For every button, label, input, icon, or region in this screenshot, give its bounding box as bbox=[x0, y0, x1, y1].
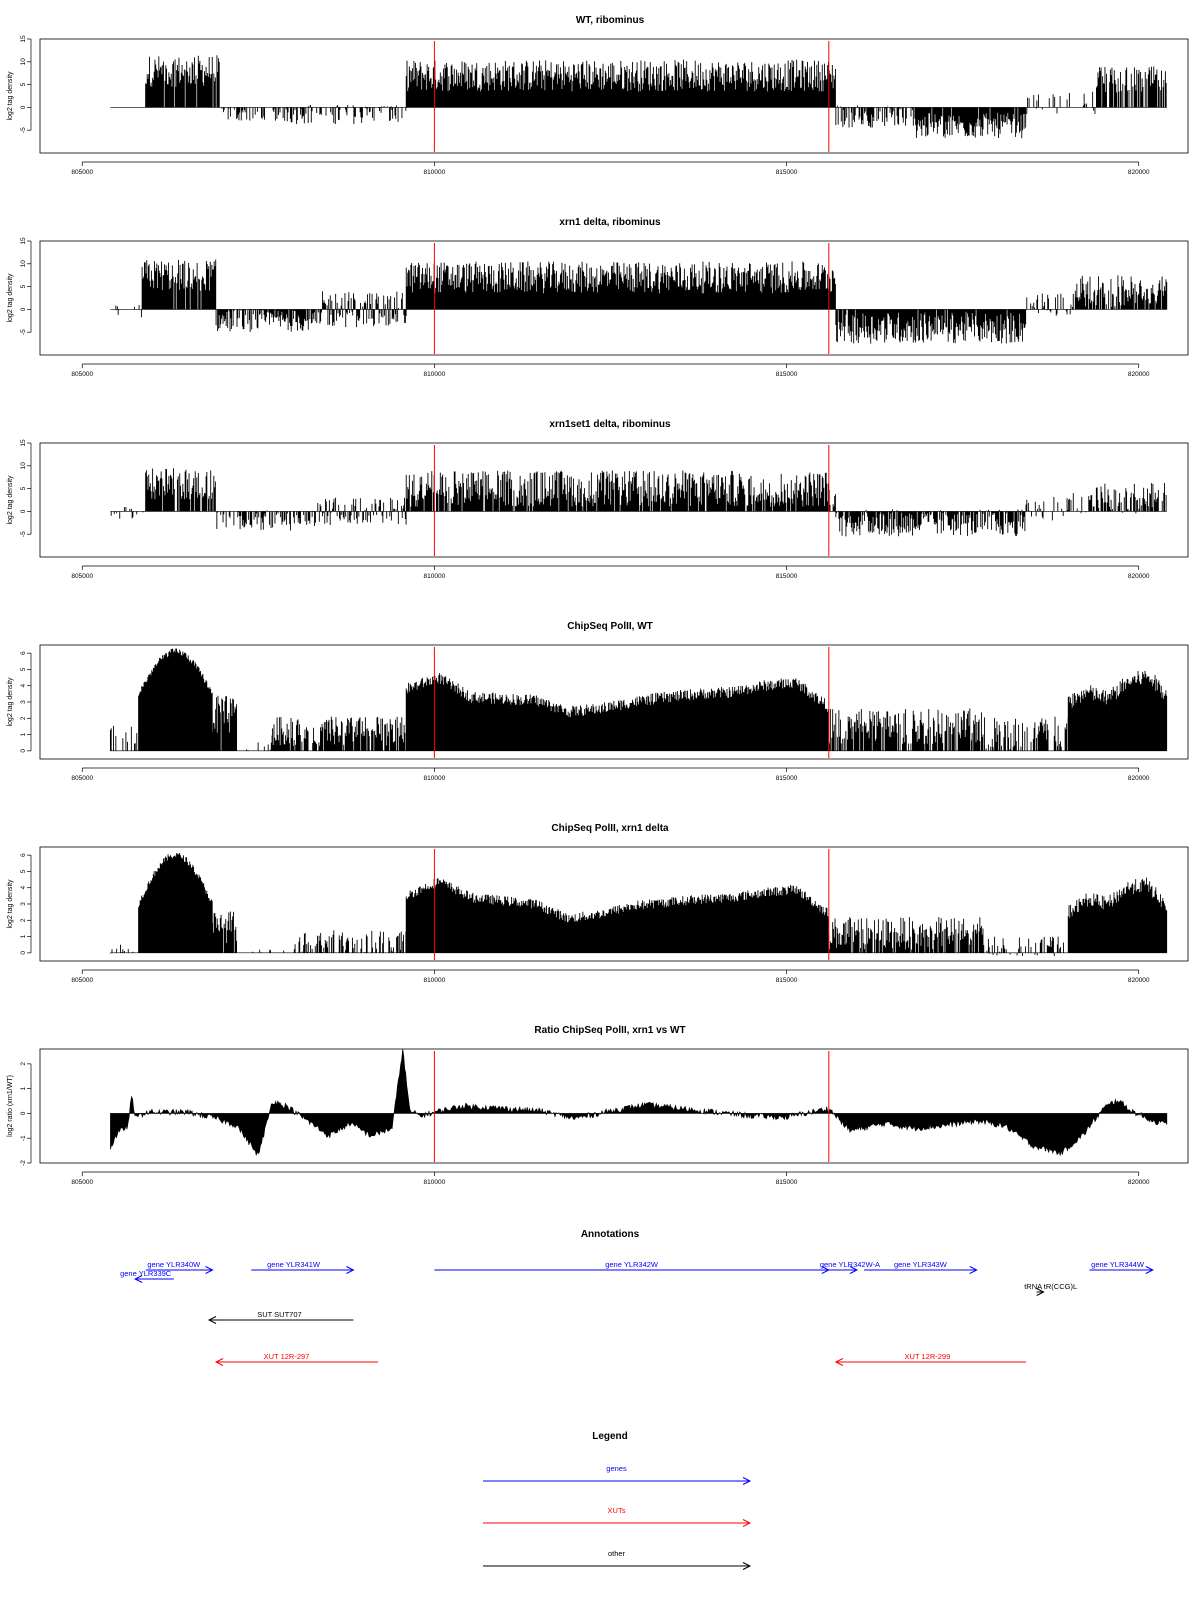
y-tick-label: 4 bbox=[20, 885, 27, 890]
bar-series bbox=[139, 853, 213, 953]
track-panel bbox=[7, 419, 1188, 580]
annotations-title: Annotations bbox=[580, 1229, 640, 1240]
y-tick-label: 2 bbox=[20, 1062, 27, 1066]
x-tick-label: 805000 bbox=[71, 169, 94, 176]
bar-series bbox=[406, 60, 835, 108]
y-tick-label: -5 bbox=[20, 127, 27, 134]
panel-title: ChipSeq PolII, xrn1 delta bbox=[551, 823, 669, 834]
legend-entry-label: genes bbox=[606, 1464, 627, 1473]
x-tick-label: 805000 bbox=[71, 1179, 94, 1186]
x-tick-label: 805000 bbox=[71, 977, 94, 984]
bar-series bbox=[1075, 275, 1166, 309]
ratio-area-series bbox=[110, 1049, 1166, 1156]
y-tick-label: 0 bbox=[20, 951, 27, 955]
y-tick-label: 3 bbox=[20, 700, 27, 704]
y-tick-label: 0 bbox=[20, 509, 28, 514]
bar-series bbox=[1096, 66, 1166, 107]
bar-series bbox=[139, 649, 213, 751]
x-tick-label: 805000 bbox=[71, 573, 94, 580]
bar-series bbox=[1089, 483, 1166, 514]
bar-series bbox=[110, 945, 132, 954]
x-tick-label: 805000 bbox=[71, 371, 94, 378]
bar-series bbox=[1068, 671, 1166, 751]
y-tick-label: 10 bbox=[20, 462, 27, 470]
x-tick-label: 810000 bbox=[423, 573, 446, 580]
track-panel bbox=[7, 621, 1188, 782]
annotation-label: SUT SUT707 bbox=[257, 1310, 302, 1319]
x-tick-label: 810000 bbox=[423, 371, 446, 378]
panel-title: WT, ribominus bbox=[575, 15, 645, 26]
y-tick-label: 10 bbox=[20, 58, 27, 66]
bar-series bbox=[1027, 92, 1095, 114]
y-tick-label: 15 bbox=[20, 237, 27, 245]
legend-entry-arrow bbox=[483, 1478, 750, 1485]
annotation-label: gene YLR340W bbox=[147, 1260, 201, 1269]
x-tick-label: 820000 bbox=[1127, 775, 1150, 782]
bar-series bbox=[247, 735, 273, 750]
x-tick-label: 810000 bbox=[423, 169, 446, 176]
data-marks bbox=[110, 41, 1166, 152]
annotation-label: XUT 12R-297 bbox=[263, 1352, 310, 1361]
x-tick-label: 815000 bbox=[775, 169, 798, 176]
y-tick-label: 2 bbox=[20, 918, 27, 923]
x-tick-label: 820000 bbox=[1127, 371, 1150, 378]
annotations-panel bbox=[120, 1229, 1153, 1366]
annotation-label: gene YLR344W bbox=[1091, 1260, 1144, 1269]
bar-series bbox=[1026, 493, 1089, 520]
y-tick-label: -1 bbox=[20, 1135, 27, 1142]
data-marks bbox=[110, 445, 1166, 556]
panel-title: xrn1set1 delta, ribominus bbox=[549, 419, 671, 430]
y-axis-label: log2 ratio (xrn1/WT) bbox=[7, 1075, 14, 1137]
annotation-label: gene YLR343W bbox=[893, 1260, 947, 1269]
x-tick-label: 815000 bbox=[775, 977, 798, 984]
y-tick-label: 5 bbox=[20, 869, 27, 874]
legend-entry-label: XUTs bbox=[607, 1506, 626, 1515]
bar-series bbox=[1027, 294, 1073, 316]
x-tick-label: 815000 bbox=[775, 775, 798, 782]
y-tick-label: 5 bbox=[20, 667, 27, 672]
bar-series bbox=[406, 471, 835, 512]
panel-title: ChipSeq PolII, WT bbox=[567, 621, 653, 632]
bar-series bbox=[213, 696, 237, 751]
bar-series bbox=[110, 726, 136, 751]
y-tick-label: -2 bbox=[20, 1160, 27, 1166]
y-tick-label: 6 bbox=[20, 853, 27, 857]
x-tick-label: 820000 bbox=[1127, 573, 1150, 580]
bar-series bbox=[984, 937, 1064, 956]
bar-series bbox=[213, 912, 237, 953]
track-panel bbox=[7, 217, 1188, 378]
data-marks bbox=[110, 1049, 1166, 1162]
y-tick-label: 1 bbox=[20, 732, 27, 737]
bar-series bbox=[406, 262, 835, 310]
y-tick-label: 10 bbox=[20, 260, 27, 268]
bar-series bbox=[836, 309, 1026, 343]
annotation-label: gene YLR342W bbox=[605, 1260, 659, 1269]
bar-series bbox=[216, 309, 321, 332]
y-axis-label: log2 tag density bbox=[7, 475, 14, 525]
track-panel bbox=[7, 15, 1188, 176]
bar-series bbox=[1068, 878, 1166, 953]
x-tick-label: 805000 bbox=[71, 775, 94, 782]
legend-entry-label: other bbox=[607, 1549, 626, 1558]
bar-series bbox=[985, 717, 1069, 751]
y-tick-label: 3 bbox=[20, 902, 27, 906]
bar-series bbox=[294, 930, 406, 953]
x-tick-label: 820000 bbox=[1127, 1179, 1150, 1186]
bar-series bbox=[146, 468, 216, 511]
bar-series bbox=[836, 105, 913, 127]
annotation-label: XUT 12R-299 bbox=[904, 1352, 951, 1361]
y-axis-label: log2 tag density bbox=[7, 273, 14, 323]
annotation-label: gene YLR341W bbox=[267, 1260, 320, 1269]
y-axis-label: log2 tag density bbox=[7, 879, 14, 929]
x-tick-label: 815000 bbox=[775, 371, 798, 378]
bar-series bbox=[406, 878, 828, 953]
y-tick-label: 0 bbox=[20, 105, 27, 110]
track-panel bbox=[7, 1025, 1188, 1186]
y-tick-label: 0 bbox=[20, 749, 27, 753]
bar-series bbox=[146, 55, 220, 107]
annotation-label: tRNA tR(CCG)L bbox=[1024, 1282, 1078, 1291]
track-panel bbox=[7, 823, 1188, 984]
x-tick-label: 820000 bbox=[1127, 977, 1150, 984]
bar-series bbox=[829, 917, 983, 953]
y-tick-label: 6 bbox=[20, 651, 27, 655]
y-tick-label: -5 bbox=[20, 329, 27, 336]
y-tick-label: 2 bbox=[20, 716, 27, 721]
y-tick-label: -5 bbox=[20, 531, 27, 538]
x-tick-label: 815000 bbox=[775, 1179, 798, 1186]
annotation-label: gene YLR339C bbox=[120, 1269, 172, 1278]
x-tick-label: 810000 bbox=[423, 775, 446, 782]
bar-series bbox=[116, 305, 142, 317]
bar-series bbox=[406, 673, 828, 751]
y-tick-label: 1 bbox=[20, 1086, 27, 1091]
bar-series bbox=[913, 107, 1025, 138]
data-marks bbox=[110, 647, 1166, 758]
y-tick-label: 0 bbox=[20, 307, 27, 312]
y-tick-label: 5 bbox=[20, 284, 27, 289]
y-tick-label: 0 bbox=[20, 1111, 27, 1116]
y-tick-label: 15 bbox=[20, 439, 27, 447]
bar-series bbox=[253, 950, 284, 953]
legend-entry-arrow bbox=[483, 1520, 750, 1527]
bar-series bbox=[217, 511, 315, 531]
y-axis-label: log2 tag density bbox=[7, 677, 14, 727]
annotation-label: gene YLR342W-A bbox=[819, 1260, 881, 1269]
y-tick-label: 15 bbox=[20, 35, 27, 43]
bar-series bbox=[829, 709, 983, 751]
x-tick-label: 820000 bbox=[1127, 169, 1150, 176]
y-tick-label: 1 bbox=[20, 934, 27, 939]
panel-title: Ratio ChipSeq PolII, xrn1 vs WT bbox=[534, 1025, 686, 1036]
legend-panel bbox=[483, 1431, 750, 1570]
legend-title: Legend bbox=[592, 1431, 628, 1442]
y-tick-label: 5 bbox=[20, 82, 27, 87]
x-tick-label: 815000 bbox=[775, 573, 798, 580]
bar-series bbox=[287, 105, 406, 124]
legend-entry-arrow bbox=[483, 1563, 750, 1570]
data-marks bbox=[110, 243, 1166, 354]
x-tick-label: 810000 bbox=[423, 1179, 446, 1186]
track-panels bbox=[7, 15, 1188, 1186]
y-tick-label: 4 bbox=[20, 683, 27, 688]
y-tick-label: 5 bbox=[20, 486, 27, 491]
bar-series bbox=[142, 259, 216, 309]
bar-series bbox=[836, 509, 1025, 536]
panel-title: xrn1 delta, ribominus bbox=[559, 217, 661, 228]
bar-series bbox=[272, 717, 404, 751]
x-tick-label: 810000 bbox=[423, 977, 446, 984]
bar-series bbox=[315, 498, 406, 525]
plot-frame bbox=[40, 1049, 1188, 1163]
y-axis-label: log2 tag density bbox=[7, 71, 14, 121]
bar-series bbox=[222, 107, 286, 120]
bar-series bbox=[111, 507, 143, 519]
data-marks bbox=[110, 849, 1166, 960]
